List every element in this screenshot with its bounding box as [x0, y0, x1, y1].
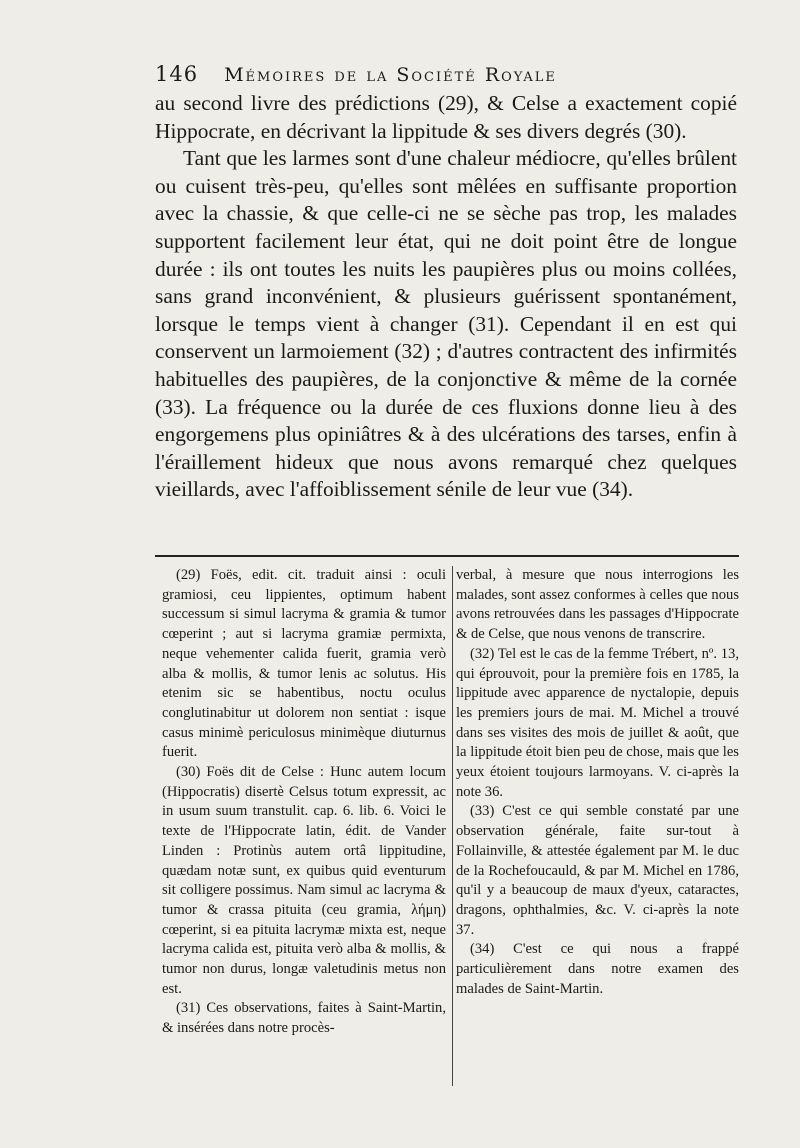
footnote-33: (33) C'est ce qui semble constaté par une observation générale, faite sur-tout à Follainville, & attestée également par M. le duc de la Rochefoucauld, & par M. Michel en 1786, qu'il y a beaucoup de maux d'yeux, cataractes, dragons, ophthalmies, &c. V. ci-après la note 37.: [456, 803, 739, 938]
paragraph-1: au second livre des prédictions (29), & Celse a exactement copié Hippocrate, en décrivant la lippitude & ses divers degrés (30).: [155, 91, 737, 143]
page-number: 146: [155, 62, 199, 86]
main-text: [155, 90, 737, 504]
running-header: [155, 62, 675, 86]
footnote-31: (31) Ces observations, faites à Saint-Martin, & insérées dans notre procès-: [162, 1000, 446, 1037]
footnote-32: (32) Tel est le cas de la femme Trébert, nº. 13, qui éprouvoit, pour la première fois en 1785, la lippitude avec apparence de nyctalopie, depuis les premiers jours de mai. M. Michel a trouvé dans ses visites des mois de juillet & août, que la lippitude étoit bien peu de chose, mais que les yeux étoient toujours larmoyans. V. ci-après la note 36.: [456, 645, 739, 800]
paragraph-2: Tant que les larmes sont d'une chaleur médiocre, qu'elles brûlent ou cuisent très-peu, qu'elles sont mêlées en suffisante proportion avec la chassie, & que celle-ci ne se sèche pas trop, les malades supportent facilement leur état, qui ne doit point être de longue durée : ils ont toutes les nuits les paupières plus ou moins collées, sans grand inconvénient, & plusieurs guérissent spontanément, lorsque le temps vient à changer (31). Cependant il en est qui conservent un larmoiement (32) ; d'autres contractent des infirmités habituelles des paupières, de la conjonctive & même de la cornée (33). La fréquence ou la durée de ces fluxions donne lieu à des engorgemens plus opiniâtres & à des ulcérations des tarses, enfin à l'éraillement hideux que nous avons remarqué chez quelques vieillards, avec l'affoiblissement sénile de leur vue (34).: [155, 146, 737, 502]
running-title: Mémoires de la Société Royale: [224, 64, 557, 86]
footnote-29: (29) Foës, edit. cit. traduit ainsi : oculi gramiosi, ceu lippientes, optimum habent successum si simul lacryma & gramia & tumor cœperint ; aut si lacryma gramiæ permixta, neque vehementer calida fuerit, gramia verò alba & mollis, & tumor lenis ac solutus. His etenim sic se habentibus, noctu oculus conglutinabitur ut dolorem non sentiat : isque casus minimè periculosus minimèque diuturnus fuerit.: [162, 567, 446, 761]
footnotes-left-column: [162, 566, 446, 1039]
footnote-separator: [155, 555, 739, 557]
footnotes-right-column: [456, 566, 739, 999]
footnote-34: (34) C'est ce qui nous a frappé particulièrement dans notre examen des malades de Saint-Martin.: [456, 941, 739, 997]
column-divider: [452, 566, 453, 1086]
footnote-30: (30) Foës dit de Celse : Hunc autem locum (Hippocratis) disertè Celsus totum expressit, ac in usum suum transtulit. cap. 6. lib. 6. Voici le texte de l'Hippocrate latin, édit. de Vander Linden : Protinùs autem ortâ lippitudine, quædam notæ sunt, ex quibus quid eventurum sit colligere possimus. Nam simul ac lacryma & tumor & crassa pituita (ceu gramia, λήμη) cœperint, si ea pituita lacrymæ mixta est, neque lacryma calida est, pituita verò alba & mollis, & tumor non durus, longæ valetudinis metus non est.: [162, 764, 446, 997]
footnote-31-continued: verbal, à mesure que nous interrogions les malades, sont assez conformes à celles que nous avons retrouvées dans les passages d'Hippocrate & de Celse, que nous venons de transcrire.: [456, 567, 739, 643]
